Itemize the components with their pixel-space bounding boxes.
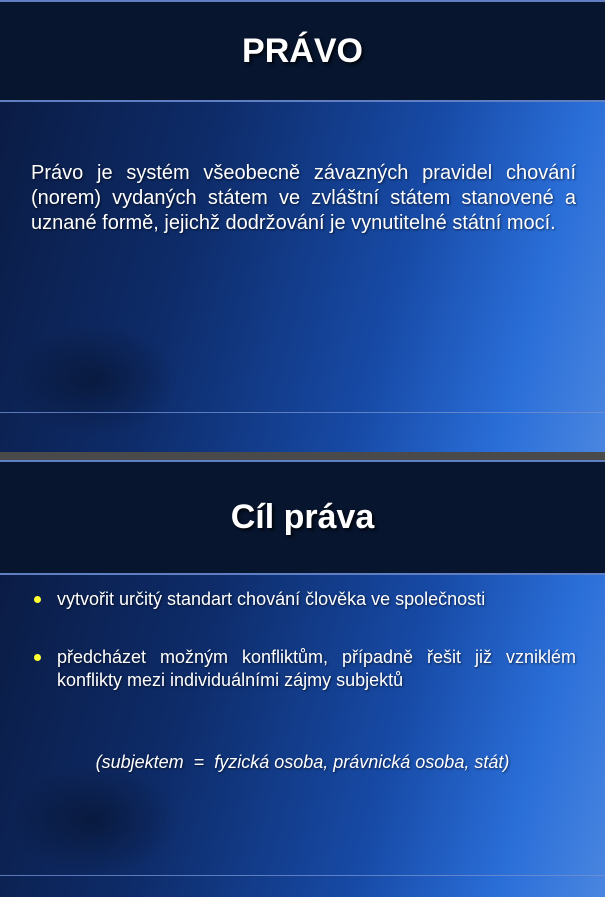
slide-cil-prava: [0, 460, 605, 897]
bullet-text: vytvořit určitý standart chování člověka ve společnosti: [57, 589, 486, 609]
divider-line: [0, 875, 605, 876]
slide-title: Cíl práva: [230, 498, 375, 536]
goal-list: [31, 588, 576, 692]
list-item: [31, 588, 576, 611]
bullet-text: předcházet možným konfliktům, případně řešit již vzniklém konflikty mezi individuálními zájmy subjektů: [57, 647, 576, 690]
divider-line: [0, 412, 605, 413]
bullet-dot-icon: [34, 596, 41, 603]
title-band: [0, 460, 605, 575]
list-item: [31, 646, 576, 692]
definition-paragraph: Právo je systém všeobecně závazných pravidel chování (norem) vydaných státem ve zvláštní státem stanovené a uznané formě, jejichž dodržování je vynutitelné státní mocí.: [31, 162, 576, 234]
subject-note: (subjektem = fyzická osoba, právnická osoba, stát): [95, 752, 510, 772]
slide-title: PRÁVO: [242, 31, 363, 70]
title-band: [0, 0, 605, 102]
bullet-dot-icon: [34, 654, 41, 661]
